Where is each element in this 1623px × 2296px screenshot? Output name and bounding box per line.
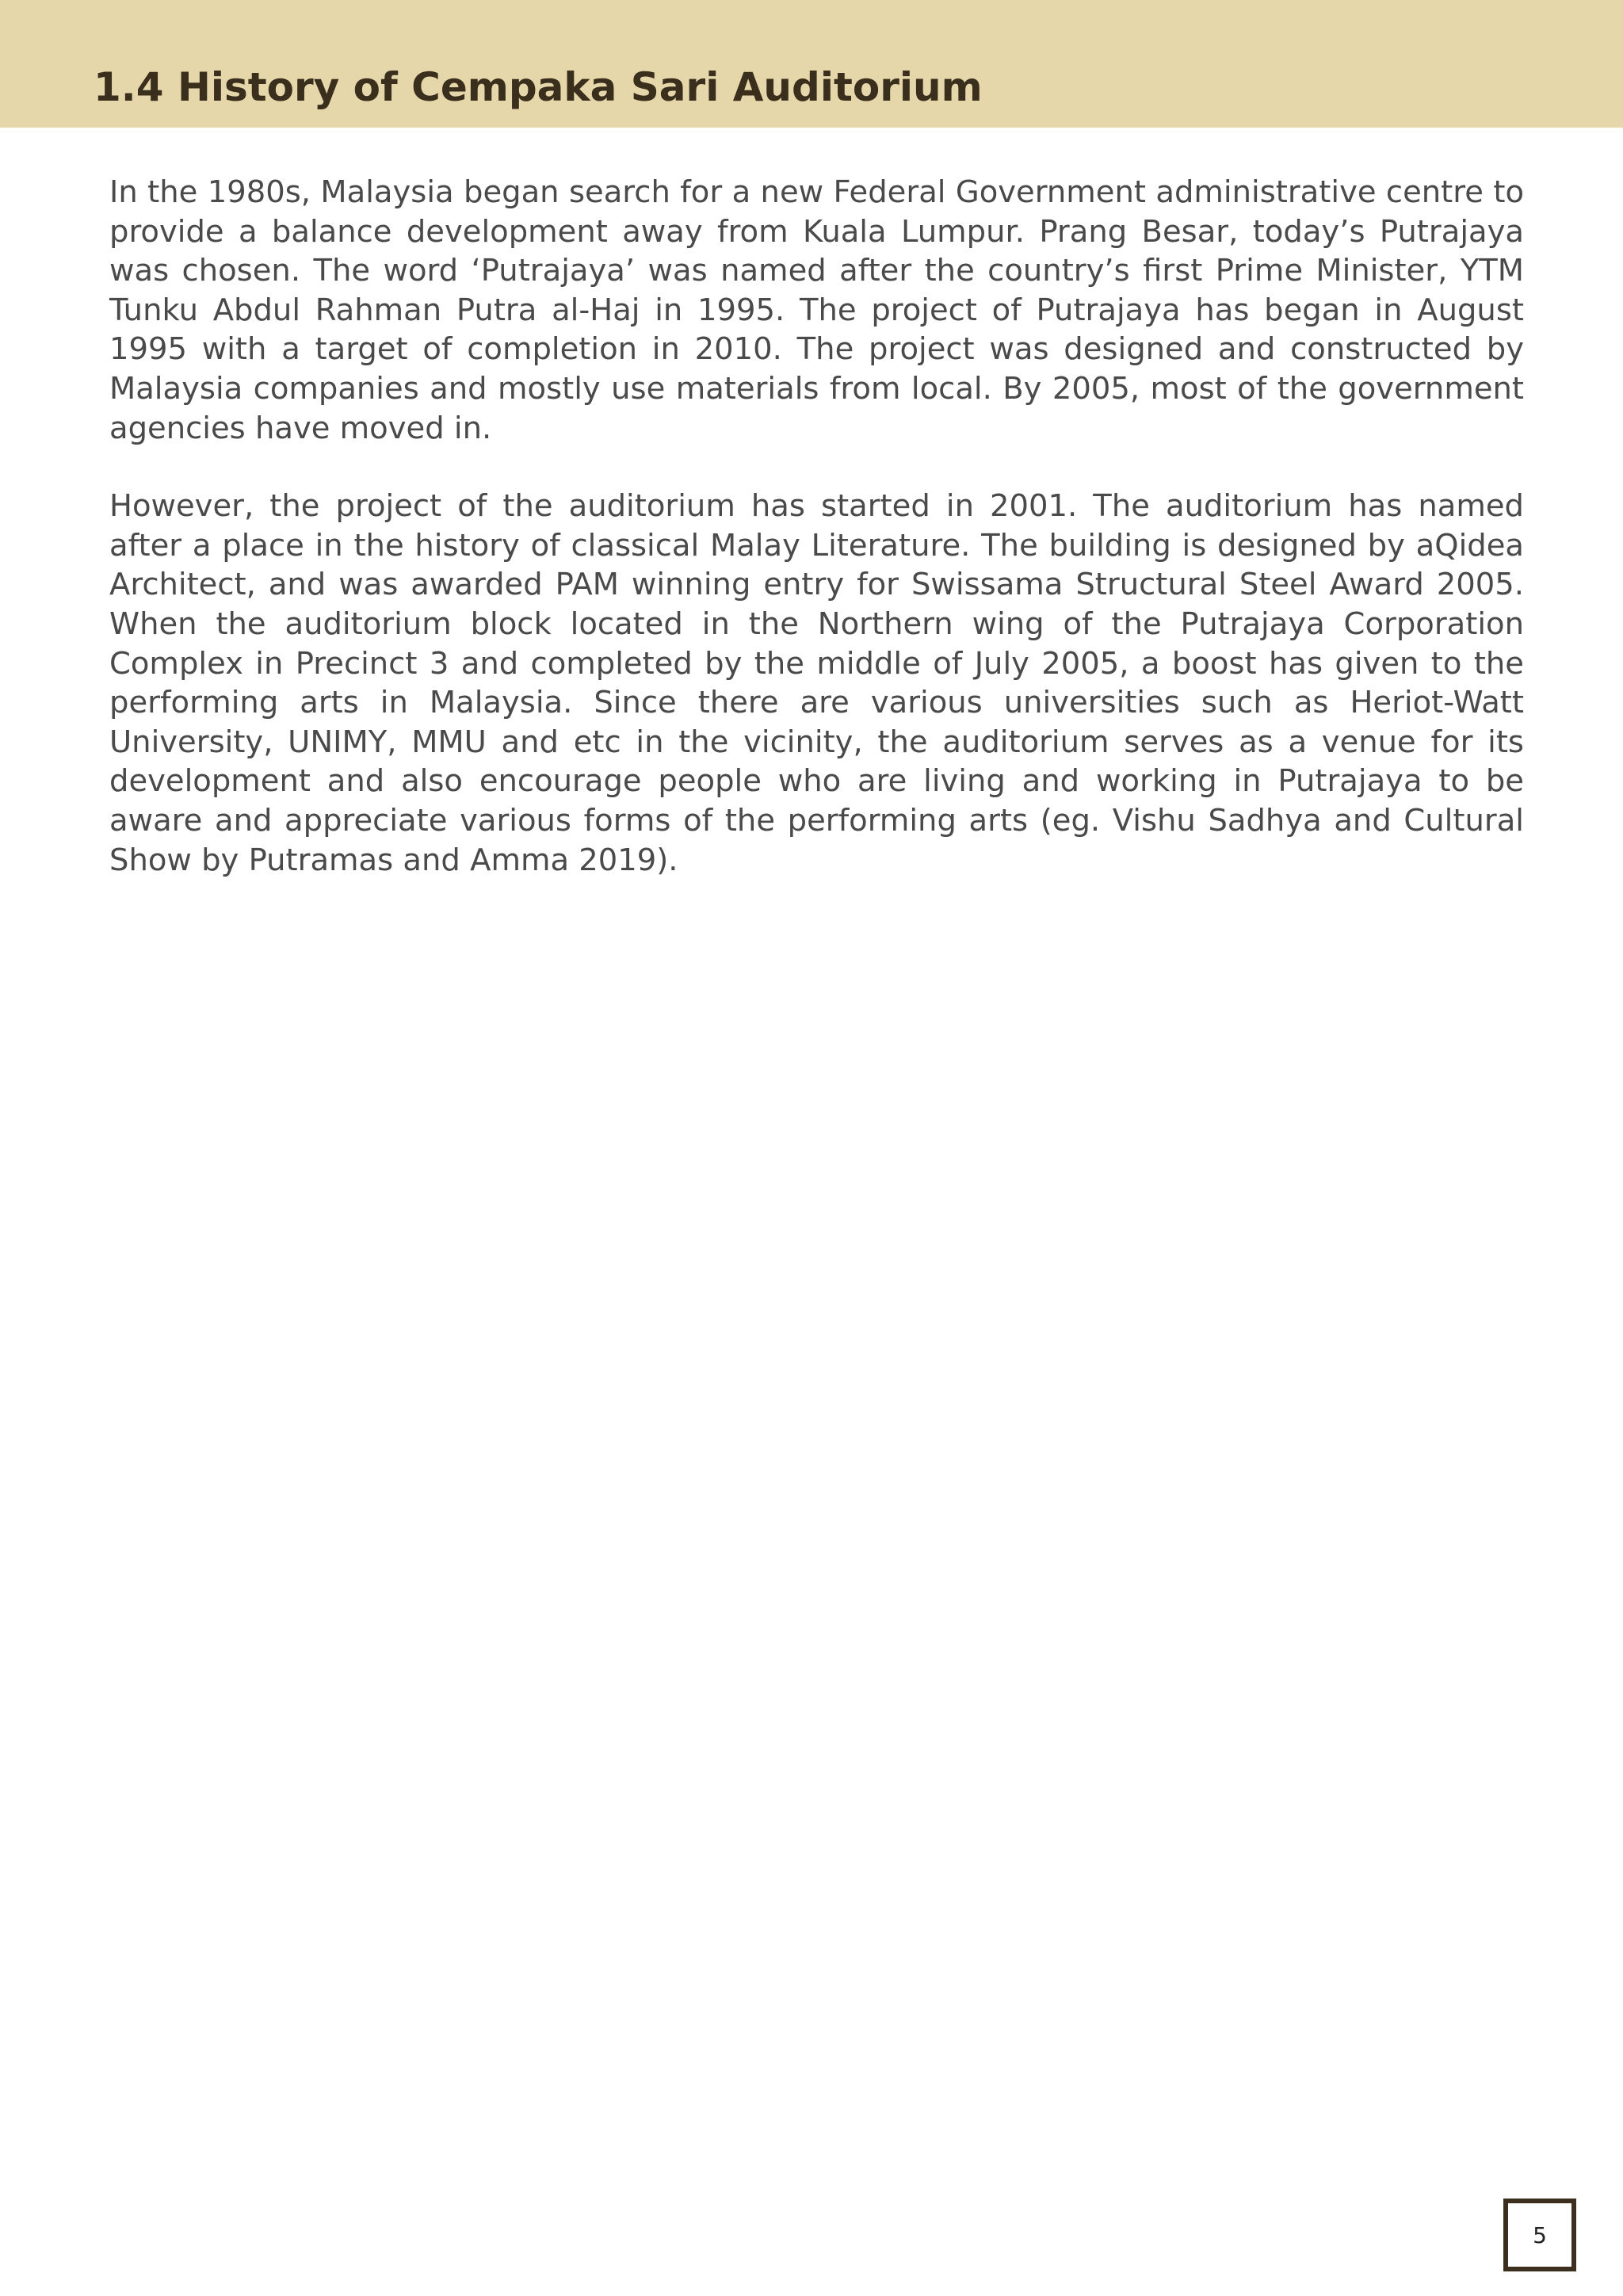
page-number: 5 xyxy=(1503,2199,1576,2271)
body-text xyxy=(109,173,1524,880)
page-title: 1.4 History of Cempaka Sari Auditorium xyxy=(94,64,983,110)
paragraph-history-putrajaya: In the 1980s, Malaysia began search for a new Federal Government administrative centre to provide a balance development away from Kuala Lumpur. Prang Besar, today’s Putrajaya was chosen. The word ‘Putrajaya’ was named after the country’s first Prime Minister, YTM Tunku Abdul Rahman Putra al-Haj in 1995. The project of Putrajaya has began in August 1995 with a target of completion in 2010. The project was designed and constructed by Malaysia companies and mostly use materials from local. By 2005, most of the government agencies have moved in. xyxy=(109,174,1524,446)
paragraph-history-auditorium: However, the project of the auditorium has started in 2001. The auditorium has named after a place in the history of classical Malay Literature. The building is designed by aQidea Architect, and was awarded PAM winning entry for Swissama Structural Steel Award 2005. When the auditorium block located in the Northern wing of the Putrajaya Corporation Complex in Precinct 3 and completed by the middle of July 2005, a boost has given to the performing arts in Malaysia. Since there are various universities such as Heriot-Watt University, UNIMY, MMU and etc in the vicinity, the auditorium serves as a venue for its development and also encourage people who are living and working in Putrajaya to be aware and appreciate various forms of the performing arts (eg. Vishu Sadhya and Cultural Show by Putramas and Amma 2019). xyxy=(109,488,1524,878)
